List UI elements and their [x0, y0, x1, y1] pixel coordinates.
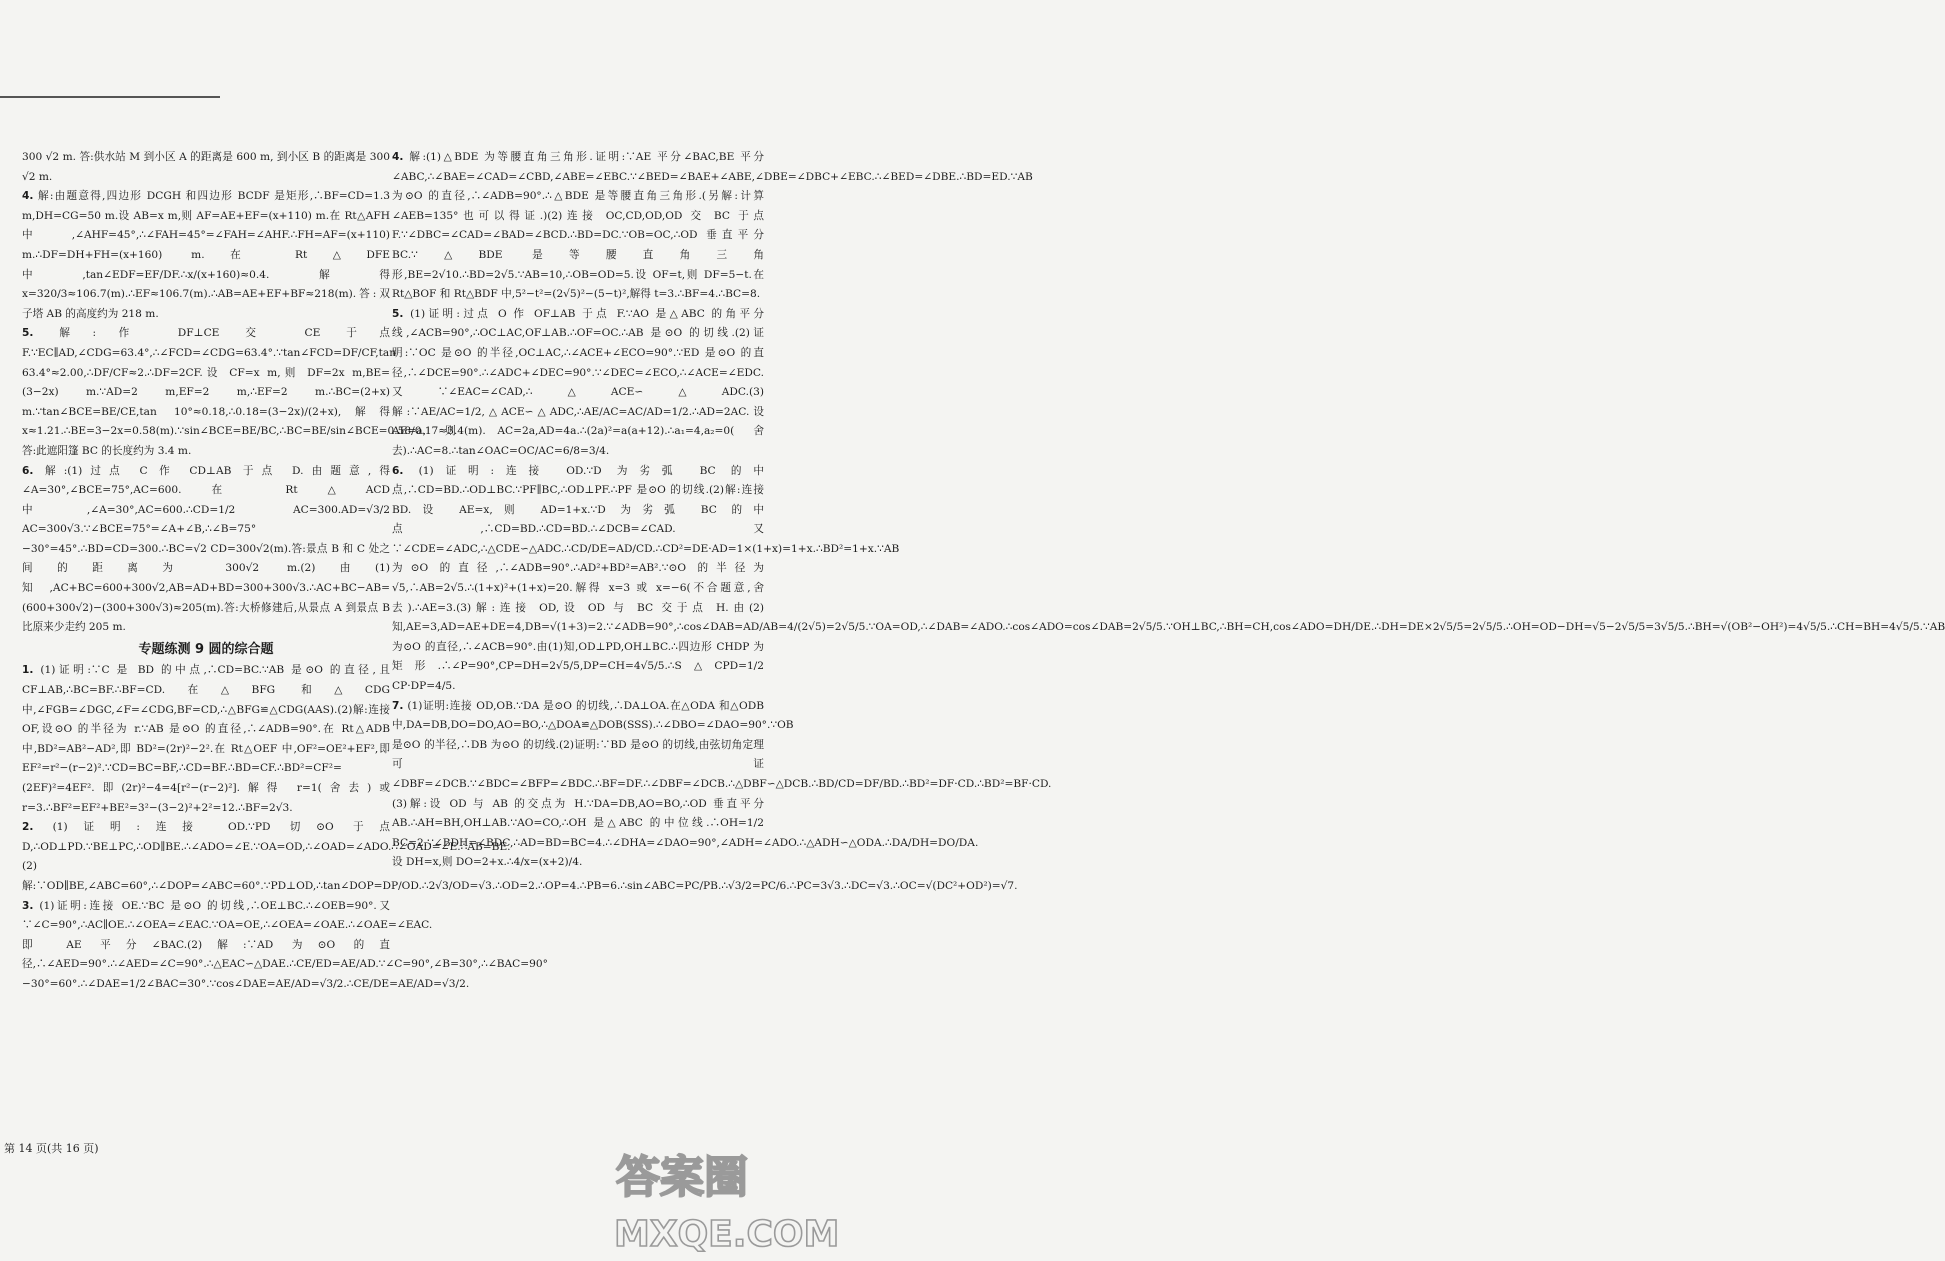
watermark-url: MXQE.COM [614, 1214, 840, 1255]
circle-answer-4: 4. 解:(1)△BDE 为等腰直角三角形.证明:∵AE 平分∠BAC,BE 平分∠ABC,∴∠BAE=∠CAD=∠CBD,∠ABE=∠EBC.∵∠BED=∠BAE+∠ABE,∠DBE=∠DBC+∠EBC.∴∠BED=∠DBE.∴BD=ED.∵AB 为⊙O 的直径,∴∠ADB=90°.∴△BDE 是等腰直角三角形.(另解:计算∠AEB=135°也可以得证.)(2)连接 OC,CD,OD,OD 交 BC 于点 F.∵∠DBC=∠CAD=∠BAD=∠BCD.∴BD=DC.∵OB=OC,∴OD 垂直平分 BC.∵△BDE 是等腰直角三角形,BE=2√10.∴BD=2√5.∵AB=10,∴OB=OD=5.设 OF=t,则 DF=5−t.在 Rt△BOF 和 Rt△BDF 中,5²−t²=(2√5)²−(5−t)²,解得 t=3.∴BF=4.∴BC=8. [392, 151, 1033, 301]
circle-answer-3: 3. (1)证明:连接 OE.∵BC 是⊙O 的切线,∴OE⊥BC.∴∠OEB=90°.又∵∠C=90°,∴AC∥OE.∴∠OEA=∠EAC.∵OA=OE,∴∠OEA=∠OAE.∴∠OAE=∠EAC.即 AE 平分∠BAC.(2)解:∵AD 为⊙O 的直径,∴∠AED=90°.∴∠AED=∠C=90°.∴△EAC∽△DAE.∴CE/ED=AE/AD.∵∠C=90°,∠B=30°,∴∠BAC=90°−30°=60°.∴∠DAE=1/2∠BAC=30°.∵cos∠DAE=AE/AD=√3/2.∴CE/DE=AE/AD=√3/2. [22, 899, 548, 990]
page-footer: 第 14 页(共 16 页) [4, 1142, 99, 1155]
answer-6: 6. 解:(1)过点 C 作 CD⊥AB 于点 D.由题意,得∠A=30°,∠BCE=75°,AC=600.在 Rt△ACD 中,∠A=30°,AC=600.∴CD=1/2 AC=300.AD=√3/2 AC=300√3.∵∠BCE=75°=∠A+∠B,∴∠B=75°−30°=45°.∴BD=CD=300.∴BC=√2 CD=300√2(m).答:景点 B 和 C 处之间的距离为 300√2 m.(2)由(1)知,AC+BC=600+300√2,AB=AD+BD=300+300√3.∴AC+BC−AB=(600+300√2)−(300+300√3)≈205(m).答:大桥修建后,从景点 A 到景点 B 比原来少走约 205 m. [22, 464, 390, 634]
watermark-logo [612, 1146, 840, 1256]
circle-answer-7: 7. (1)证明:连接 OD,OB.∵DA 是⊙O 的切线,∴DA⊥OA.在△ODA 和△ODB 中,DA=DB,DO=DO,AO=BO,∴△DOA≌△DOB(SSS).∴∠DBO=∠DAO=90°.∵OB 是⊙O 的半径,∴DB 为⊙O 的切线.(2)证明:∵BD 是⊙O 的切线,由弦切角定理可证∠DBF=∠DCB.∵∠BDC=∠BFP=∠BDC.∴BF=DF.∴∠DBF=∠DCB.∴△DBF∽△DCB.∴BD/CD=DF/BD.∴BD²=DF·CD.∴BD²=BF·CD.(3)解:设 OD 与 AB 的交点为 H.∵DA=DB,AO=BO,∴OD 垂直平分 AB.∴AH=BH,OH⊥AB.∵AO=CO,∴OH 是△ABC 的中位线.∴OH=1/2 BC=2.∵∠BDH=∠BDC,∴AD=BD=BC=4.∴∠DHA=∠DAO=90°,∠ADH=∠ADO.∴△ADH∽△ODA.∴DA/DH=DO/DA.设 DH=x,则 DO=2+x.∴4/x=(x+2)/4. [392, 699, 1052, 869]
answer-5: 5. 解:作 DF⊥CE 交 CE 于点 F.∵EC∥AD,∠CDG=63.4°,∴∠FCD=∠CDG=63.4°.∵tan∠FCD=DF/CF,tan 63.4°≈2.00,∴DF/CF≈2.∴DF=2CF.设 CF=x m,则 DF=2x m,BE=(3−2x) m.∵AD=2 m,EF=2 m,∴EF=2 m.∴BC=(2+x) m.∵tan∠BCE=BE/CE,tan 10°≈0.18,∴0.18=(3−2x)/(2+x),解得 x≈1.21.∴BE=3−2x=0.58(m).∵sin∠BCE=BE/BC,∴BC=BE/sin∠BCE=0.58/0.17≈3.4(m).答:此遮阳篷 BC 的长度约为 3.4 m. [22, 327, 486, 457]
answer-4: 4. 解:由题意得,四边形 DCGH 和四边形 BCDF 是矩形,∴BF=CD=1.3 m,DH=CG=50 m.设 AB=x m,则 AF=AE+EF=(x+110) m.在 Rt△AFH 中,∠AHF=45°,∴∠FAH=45°=∠FAH=∠AHF.∴FH=AF=(x+110) m.∴DF=DH+FH=(x+160) m.在 Rt△DFE 中,tan∠EDF=EF/DF.∴x/(x+160)≈0.4.解得 x=320/3≈106.7(m).∴EF≈106.7(m).∴AB=AE+EF+BF≈218(m).答:双子塔 AB 的高度约为 218 m. [22, 190, 391, 320]
circle-answer-2: 2. (1)证明:连接 OD.∵PD 切⊙O 于点 D,∴OD⊥PD.∵BE⊥PC,∴OD∥BE.∴∠ADO=∠E.∵OA=OD,∴∠OAD=∠ADO.∴∠OAD=∠E.∴AB=BE.(2)解:∵OD∥BE,∠ABC=60°,∴∠DOP=∠ABC=60°.∵PD⊥OD,∴tan∠DOP=DP/OD.∴2√3/OD=√3.∴OD=2.∴OP=4.∴PB=6.∴sin∠ABC=PC/PB.∴√3/2=PC/6.∴PC=3√3.∴DC=√3.∴OC=√(DC²+OD²)=√7. [22, 821, 1018, 892]
answer-3-continued: 300 √2 m. 答:供水站 M 到小区 A 的距离是 600 m, 到小区 B 的距离是 300 √2 m. [22, 151, 390, 183]
circle-answer-6: 6. (1)证明:连接 OD.∵D 为劣弧 BC 的中点,∴CD=BD.∴OD⊥BC.∵PF∥BC,∴OD⊥PF.∴PF 是⊙O 的切线.(2)解:连接 BD.设 AE=x,则 AD=1+x.∵D 为劣弧 BC 的中点,∴CD=BD.∴CD=BD.∴∠DCB=∠CAD.又∵∠CDE=∠ADC,∴△CDE∽△ADC.∴CD/DE=AD/CD.∴CD²=DE·AD=1×(1+x)=1+x.∴BD²=1+x.∵AB 为⊙O 的直径,∴∠ADB=90°.∴AD²+BD²=AB².∵⊙O 的半径为√5,∴AB=2√5.∴(1+x)²+(1+x)=20.解得 x=3 或 x=−6(不合题意,舍去).∴AE=3.(3)解:连接 OD,设 OD 与 BC 交于点 H.由(2)知,AE=3,AD=AE+DE=4,DB=√(1+3)=2.∵∠ADB=90°,∴cos∠DAB=AD/AB=4/(2√5)=2√5/5.∵OA=OD,∴∠DAB=∠ADO.∴cos∠ADO=cos∠DAB=2√5/5.∵OH⊥BC,∴BH=CH,cos∠ADO=DH/DE.∴DH=DE×2√5/5=2√5/5.∴OH=OD−DH=√5−2√5/5=3√5/5.∴BH=√(OB²−OH²)=4√5/5.∴CH=BH=4√5/5.∵AB 为⊙O 的直径,∴∠ACB=90°.由(1)知,OD⊥PD,OH⊥BC.∴四边形 CHDP 为矩形.∴∠P=90°,CP=DH=2√5/5,DP=CH=4√5/5.∴S△CPD=1/2 CP·DP=4/5. [392, 464, 1945, 693]
right-column [392, 148, 1945, 873]
watermark-chinese: 答案圈 [616, 1152, 748, 1203]
section-title: 专题练测 9 圆的综合题 [138, 641, 274, 657]
circle-answer-1: 1. (1)证明:∵C 是 BD 的中点,∴CD=BC.∵AB 是⊙O 的直径,且 CF⊥AB,∴BC=BF.∴BF=CD.在△BFG 和△CDG 中,∠FGB=∠DGC,∠F=∠CDG,BF=CD,∴△BFG≌△CDG(AAS).(2)解:连接 OF,设⊙O 的半径为 r.∵AB 是⊙O 的直径,∴∠ADB=90°.在 Rt△ADB 中,BD²=AB²−AD²,即 BD²=(2r)²−2².在 Rt△OEF 中,OF²=OE²+EF²,即 EF²=r²−(r−2)².∵CD=BC=BF,∴CD=BF.∴BD=CF.∴BD²=CF²=(2EF)²=4EF².即(2r)²−4=4[r²−(r−2)²].解得 r=1(舍去)或 r=3.∴BF²=EF²+BE²=3²−(3−2)²+2²=12.∴BF=2√3. [22, 664, 390, 814]
top-rule [0, 96, 220, 98]
circle-answer-5: 5. (1)证明:过点 O 作 OF⊥AB 于点 F.∵AO 是△ABC 的角平分线,∠ACB=90°,∴OC⊥AC,OF⊥AB.∴OF=OC.∴AB 是⊙O 的切线.(2)证明:∵OC 是⊙O 的半径,OC⊥AC,∴∠ACE+∠ECO=90°.∵ED 是⊙O 的直径,∴∠DCE=90°.∴∠ADC+∠DEC=90°.∵∠DEC=∠ECO,∴∠ACE=∠EDC.又∵∠EAC=∠CAD,∴△ACE∽△ADC.(3)解:∵AE/AC=1/2,△ACE∽△ADC,∴AE/AC=AC/AD=1/2.∴AD=2AC.设 AE=a,则 AC=2a,AD=4a.∴(2a)²=a(a+12).∴a₁=4,a₂=0(舍去).∴AC=8.∴tan∠OAC=OC/AC=6/8=3/4. [392, 307, 765, 457]
